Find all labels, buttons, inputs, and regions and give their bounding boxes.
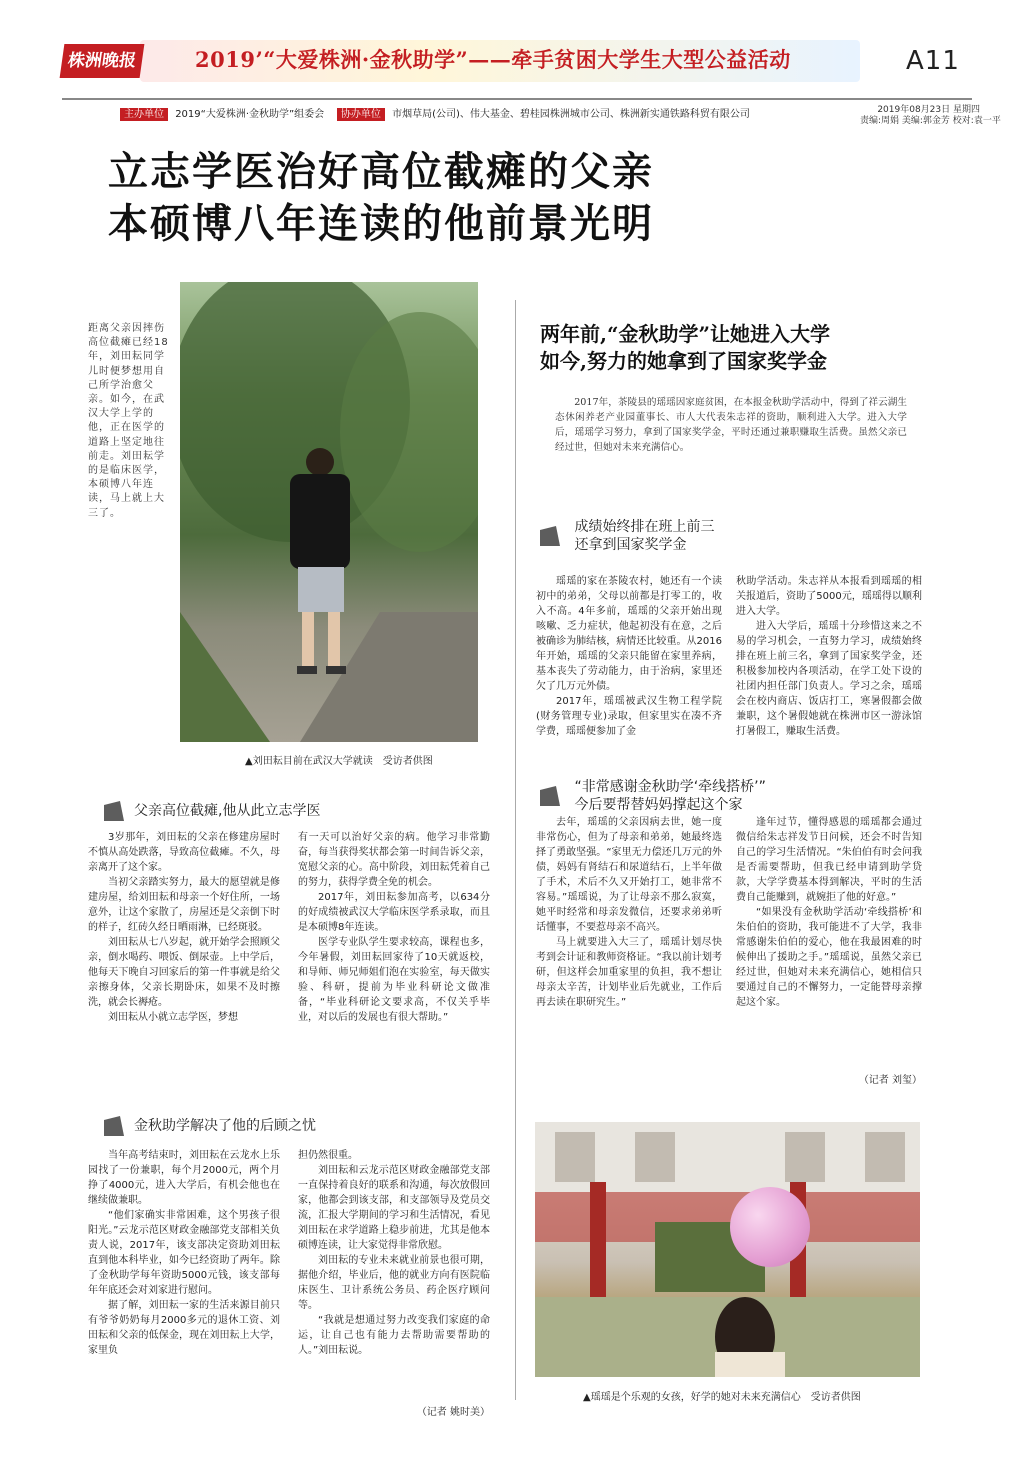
right-section2-col2: [736, 815, 922, 1010]
paragraph: 逢年过节，懂得感恩的瑶瑶都会通过微信给朱志祥发节日问候，还会不时告知自己的学习生活情况。“朱伯伯有时会问我是否需要帮助，但我已经申请到助学贷款，大学学费基本得到解决，平时的生活费自己能赚到，就婉拒了他的好意。”: [736, 817, 922, 903]
right-byline: （记者 刘玺）: [858, 1075, 922, 1086]
section-heading-grades-l2: 还拿到国家奖学金: [574, 537, 687, 553]
paragraph: 秋助学活动。朱志祥从本报看到瑶瑶的相关报道后，资助了5000元，瑶瑶得以顺利进入大学。: [736, 576, 922, 617]
section-heading-aid-text: 金秋助学解决了他的后顾之忧: [134, 1118, 316, 1134]
headline-line-2: 本硕博八年连读的他前景光明: [108, 201, 654, 247]
photo-liu-tianyun: [180, 282, 478, 742]
paragraph: “我就是想通过努力改变我们家庭的命运，让自己也有能力去帮助需要帮助的人。”刘田耘说。: [298, 1315, 490, 1356]
balloon-illustration: [730, 1187, 810, 1267]
organizer-name: 2019“大爱株洲·金秋助学”组委会: [175, 109, 325, 120]
page-number: A11: [906, 46, 960, 76]
paragraph: 进入大学后，瑶瑶十分珍惜这来之不易的学习机会，一直努力学习，成绩始终排在班上前三名，拿到了国家奖学金，还积极参加校内各项活动，在学工处下设的社团内担任部门负责人。学习之余，瑶瑶会在校内商店、饭店打工，寒暑假都会做兼职，这个暑假她就在株洲市区一游泳馆打暑假工，赚取生活费。: [736, 621, 922, 737]
left-section2-col1: [88, 1148, 280, 1358]
section-heading-father-text: 父亲高位截瘫,他从此立志学医: [134, 803, 321, 819]
paragraph: 医学专业队学生要求较高，课程也多，今年暑假，刘田耘回家待了10天就返校，和导师、师兄师姐们泡在实验室，每天做实验、科研，提前为毕业科研论文做准备，“毕业科研论文要求高，不仅关乎毕业，对以后的发展也有很大帮助。”: [298, 937, 490, 1023]
paragraph: 2017年，刘田耘参加高考，以634分的好成绩被武汉大学临床医学系录取，而且是本硕博8年连读。: [298, 892, 490, 933]
right-lead: [555, 395, 907, 455]
left-section1-col2: [298, 830, 490, 1025]
section-marker-icon: [540, 786, 560, 806]
paragraph: 担仍然很重。: [298, 1150, 358, 1161]
section-heading-grades: [540, 518, 714, 554]
paragraph: “他们家确实非常困难，这个男孩子很阳光。”云龙示范区财政金融部党支部相关负责人说，2017年，该支部决定资助刘田耘直到他本科毕业，如今已经资助了两年。除了金秋助学每年资助5000元钱，该支部每年年底还会对刘家进行慰问。: [88, 1210, 280, 1296]
paragraph: 当年高考结束时，刘田耘在云龙水上乐园找了一份兼职，每个月2000元，两个月挣了4000元，进入大学后，有机会他也在继续做兼职。: [88, 1150, 280, 1206]
paragraph: 瑶瑶的家在茶陵农村，她还有一个读初中的弟弟，父母以前都是打零工的，收入不高。4年多前，瑶瑶的父亲开始出现咳嗽、乏力症状，他起初没有在意，之后被确诊为肺结核，病情还比较重。从2016年开始，瑶瑶的父亲只能留在家里养病，基本丧失了劳动能力，由于治病，家里还欠了几万元外债。: [536, 576, 722, 692]
editor-credits: 责编:周娟 美编:郭金芳 校对:袁一平: [860, 116, 1001, 126]
right-subhead-line-2: 如今,努力的她拿到了国家奖学金: [540, 349, 827, 373]
right-section2-col1: [536, 815, 722, 1010]
photo-caption-left: ▲刘田耘目前在武汉大学就读 受访者供图: [245, 756, 433, 767]
co-organizer-names: 市烟草局(公司)、伟大基金、碧桂园株洲城市公司、株洲新实通铁路科贸有限公司: [392, 109, 750, 120]
paragraph: 当初父亲踏实努力，最大的愿望就是修建房屋，给刘田耘和母亲一个好住所，一场意外，让这个家散了，房屋还是父亲倒下时的样子，红砖久经日晒雨淋，已经斑驳。: [88, 877, 280, 933]
photo-liu-tianyun-illustration: [180, 282, 478, 742]
paragraph: “如果没有金秋助学活动‘牵线搭桥’和朱伯伯的资助，我可能进不了大学，我非常感谢朱伯伯的爱心，他在我最困难的时候伸出了援助之手。”瑶瑶说，虽然父亲已经过世，但她对未来充满信心，她相信只要通过自己的不懈努力，一定能替母亲撑起这个家。: [736, 907, 922, 1008]
paragraph: 3岁那年，刘田耘的父亲在修建房屋时不慎从高处跌落，导致高位截瘫。不久，母亲离开了这个家。: [88, 832, 280, 873]
left-byline: （记者 姚时美）: [416, 1407, 490, 1418]
issue-date: 2019年08月23日 星期四: [877, 105, 980, 115]
section-heading-father: [104, 800, 320, 821]
photo-caption-right: ▲瑶瑶是个乐观的女孩，好学的她对未来充满信心 受访者供图: [583, 1392, 861, 1403]
masthead-rule: [62, 98, 972, 100]
section-marker-icon: [104, 1116, 124, 1136]
section-heading-grades-l1: 成绩始终排在班上前三: [574, 519, 715, 535]
banner-title: 2019’“大爱株洲·金秋助学”——牵手贫困大学生大型公益活动: [195, 47, 791, 72]
paragraph: 马上就要进入大三了，瑶瑶计划尽快考到会计证和教师资格证。“我以前计划考研，但这样会加重家里的负担，我不想让母亲太辛苦，计划毕业后先就业，工作后再去读在职研究生。”: [536, 937, 722, 1008]
paragraph: 去年，瑶瑶的父亲因病去世，她一度非常伤心，但为了母亲和弟弟，她最终选择了勇敢坚强。“家里无力偿还几万元的外债，妈妈有肾结石和尿道结石，上半年做了手术，术后不久又开始打工，她非常不容易。”瑶瑶说，为了让母亲不那么寂寞，她平时经常和母亲发微信，还要求弟弟听话懂事，不要惹母亲不高兴。: [536, 817, 722, 933]
photo-yaoyao: [535, 1122, 920, 1377]
paragraph: 刘田耘从小就立志学医，梦想: [108, 1012, 238, 1023]
left-section1-col1: [88, 830, 280, 1025]
organizer-bar: [120, 105, 910, 120]
paragraph: 2017年，茶陵县的瑶瑶因家庭贫困，在本报金秋助学活动中，得到了祥云湖生态休闲养老产业园董事长、市人大代表朱志祥的资助，顺利进入大学。进入大学后，瑶瑶学习努力，拿到了国家奖学金，平时还通过兼职赚取生活费。虽然父亲已经过世，但她对未来充满信心。: [555, 397, 907, 453]
date-line: [860, 105, 1001, 127]
paragraph: 有一天可以治好父亲的病。他学习非常勤奋，每当获得奖状都会第一时间告诉父亲，宽慰父亲的心。高中阶段，刘田耘凭着自己的努力，获得学费全免的机会。: [298, 832, 490, 888]
right-section1-col1: [536, 574, 722, 739]
column-divider: [515, 300, 516, 1400]
organizer-label: 主办单位: [120, 108, 168, 121]
photo-yaoyao-illustration: [535, 1122, 920, 1377]
section-marker-icon: [104, 801, 124, 821]
co-organizer-label: 协办单位: [337, 108, 385, 121]
left-section2-col2: [298, 1148, 490, 1358]
section-marker-icon: [540, 526, 560, 546]
headline-line-1: 立志学医治好高位截瘫的父亲: [108, 149, 654, 195]
section-heading-thanks: [540, 778, 766, 814]
right-subhead-line-1: 两年前,“金秋助学”让她进入大学: [540, 322, 830, 346]
section-heading-thanks-l2: 今后要帮替妈妈撑起这个家: [574, 797, 743, 813]
paragraph: 刘田耘和云龙示范区财政金融部党支部一直保持着良好的联系和沟通，每次放假回家，他都会到该支部，和支部领导及党员交流，汇报大学期间的学习和生活情况，看见刘田耘在求学道路上稳步前进，尤其是他本硕博连读，让大家觉得非常欣慰。: [298, 1165, 490, 1251]
paragraph: 据了解，刘田耘一家的生活来源目前只有爷爷奶奶每月2000多元的退休工资、刘田耘和父亲的低保金，现在刘田耘上大学，家里负: [88, 1300, 280, 1356]
paragraph: 2017年，瑶瑶被武汉生物工程学院(财务管理专业)录取，但家里实在凑不齐学费，瑶瑶便参加了金: [536, 696, 722, 737]
paper-logo: 株洲晚报: [60, 44, 145, 78]
section-heading-aid: [104, 1115, 316, 1136]
right-section1-col2: [736, 574, 922, 739]
paragraph: 刘田耘从七八岁起，就开始学会照顾父亲，倒水喝药、喂饭、倒尿壶。上中学后，他每天下晚自习回家后的第一件事就是给父亲擦身体，父亲长期卧床，如果不及时擦洗，就会长褥疮。: [88, 937, 280, 1008]
left-intro: 距离父亲因摔伤高位截瘫已经18年，刘田耘同学儿时便梦想用自己所学治愈父亲。如今，在武汉大学上学的他，正在医学的道路上坚定地往前走。刘田耘学的是临床医学，本硕博八年连读，马上就上大三了。: [88, 323, 169, 519]
section-heading-thanks-l1: “非常感谢金秋助学‘牵线搭桥’”: [574, 779, 766, 795]
paragraph: 刘田耘的专业未来就业前景也很可期，据他介绍，毕业后，他的就业方向有医院临床医生、卫计系统公务员、药企医疗顾问等。: [298, 1255, 490, 1311]
